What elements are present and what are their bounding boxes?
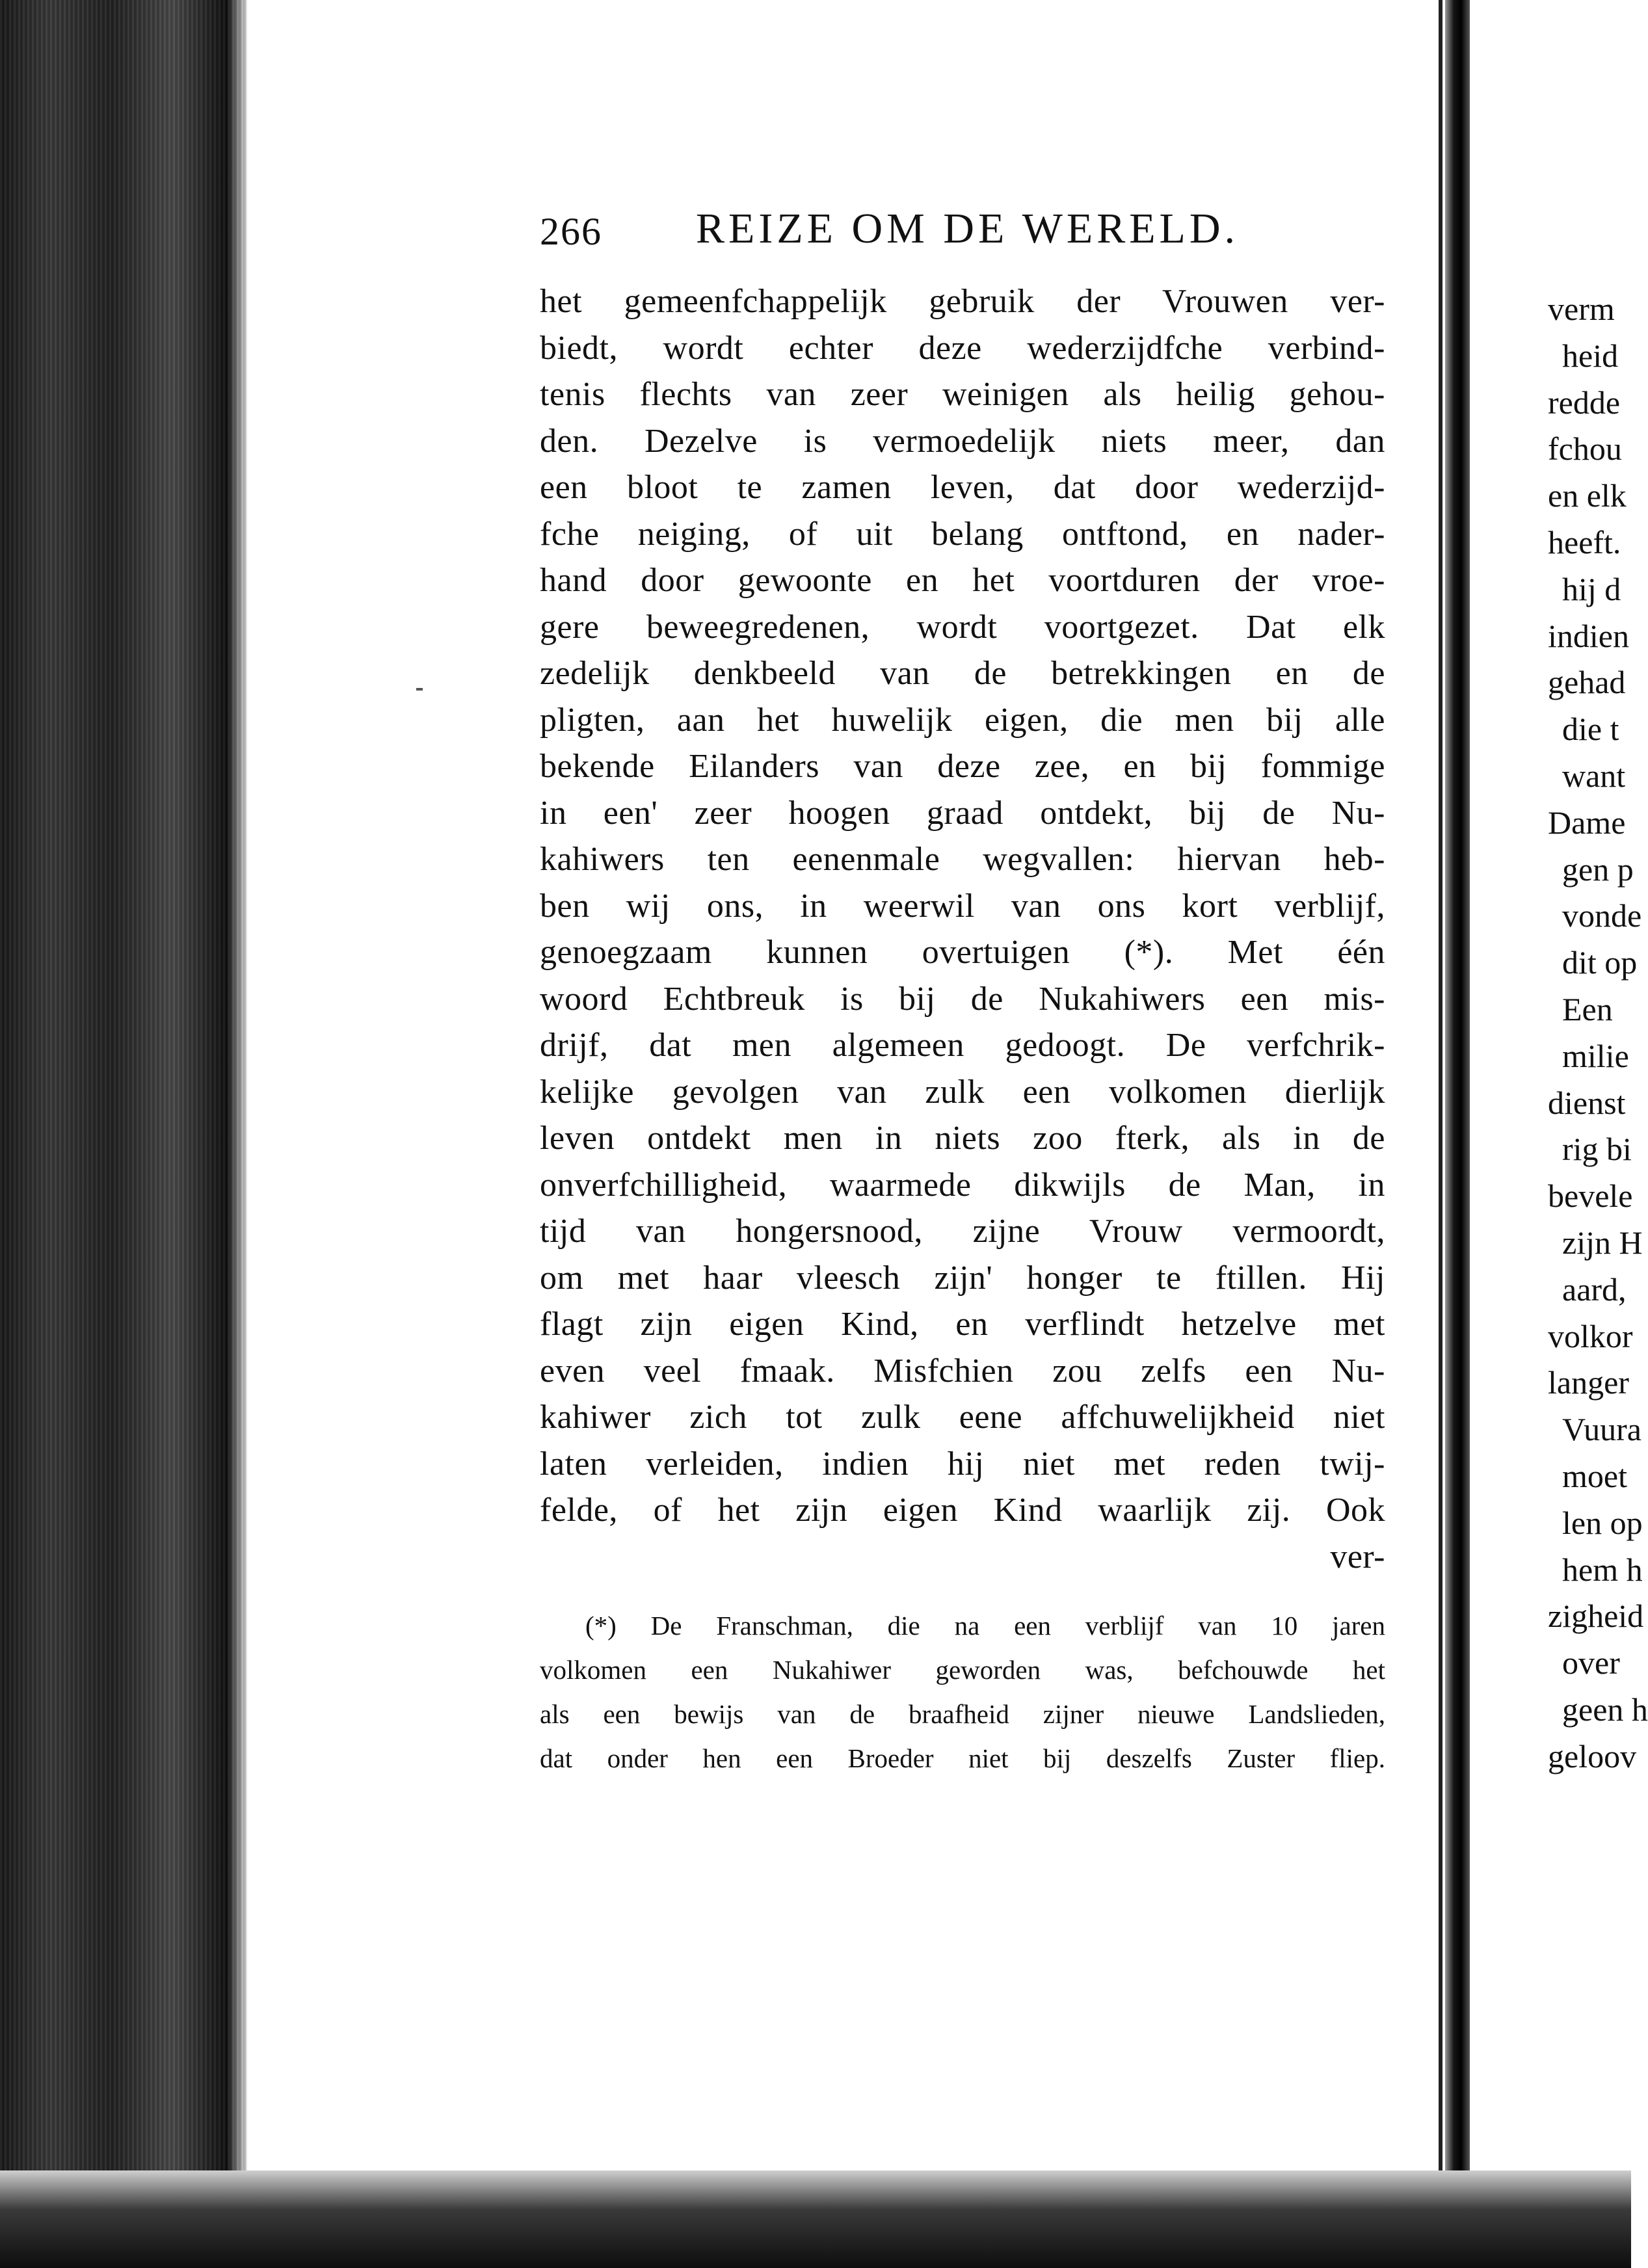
next-page-line: gen p — [1562, 850, 1634, 888]
next-page-line: want — [1562, 757, 1626, 794]
next-page-line: Vuura — [1562, 1411, 1641, 1448]
page-number: 266 — [540, 210, 602, 253]
next-page-line: en elk — [1548, 477, 1627, 514]
text-line: ben wij ons, in weerwil van ons kort verblijf, — [540, 887, 1385, 925]
next-page-line: fchou — [1548, 430, 1622, 468]
book-spine — [0, 0, 247, 2268]
next-page-line: over — [1562, 1644, 1620, 1681]
text-line: zedelijk denkbeeld van de betrekkingen en de — [540, 655, 1385, 692]
text-line: kahiwers ten eenenmale wegvallen: hiervan heb- — [540, 841, 1385, 878]
text-line: flagt zijn eigen Kind, en verflindt hetzelve met — [540, 1306, 1385, 1343]
next-page-line: dienst — [1548, 1084, 1626, 1121]
next-page-line: heeft. — [1548, 523, 1621, 560]
next-page-line: moet — [1562, 1457, 1627, 1494]
text-line: bekende Eilanders van deze zee, en bij fommige — [540, 748, 1385, 785]
book-page — [540, 195, 1385, 1780]
next-page-line: dit op — [1562, 944, 1638, 981]
margin-speck — [416, 688, 423, 691]
text-line: leven ontdekt men in niets zoo fterk, als in de — [540, 1120, 1385, 1157]
text-line: in een' zeer hoogen graad ontdekt, bij de Nu- — [540, 794, 1385, 832]
next-page-line: hem h — [1562, 1551, 1643, 1588]
next-page-line: milie — [1562, 1037, 1629, 1074]
text-line: woord Echtbreuk is bij de Nukahiwers een mis- — [540, 980, 1385, 1018]
next-page-line: vonde — [1562, 897, 1642, 934]
next-page-line: hij d — [1562, 570, 1621, 607]
text-line: laten verleiden, indien hij niet met reden twij- — [540, 1445, 1385, 1483]
next-page-line: indien — [1548, 617, 1629, 654]
footnote-line: als een bewijs van de braafheid zijner nieuwe Landslieden, — [540, 1699, 1385, 1729]
next-page-line: geloov — [1548, 1737, 1637, 1774]
next-page-fragment — [1548, 286, 1648, 1780]
next-page-line: aard, — [1562, 1271, 1627, 1308]
next-page-line: langer — [1548, 1364, 1629, 1401]
text-line: om met haar vleesch zijn' honger te ftillen. Hij — [540, 1259, 1385, 1297]
next-page-line: zigheid — [1548, 1598, 1644, 1635]
next-page-line: zijn H — [1562, 1224, 1643, 1261]
body-text — [540, 278, 1385, 1580]
next-page-line: die t — [1562, 711, 1619, 748]
text-line: onverfchilligheid, waarmede dikwijls de Man, in — [540, 1166, 1385, 1204]
next-page-line: Dame — [1548, 804, 1626, 841]
text-line: genoegzaam kunnen overtuigen (*). Met één — [540, 934, 1385, 971]
page-header — [540, 195, 1385, 267]
running-head: REIZE OM DE WERELD. — [696, 205, 1240, 252]
next-page-line: verm — [1548, 291, 1615, 327]
text-line: het gemeenfchappelijk gebruik der Vrouwen ver- — [540, 283, 1385, 320]
text-line: kahiwer zich tot zulk eene affchuwelijkheid niet — [540, 1399, 1385, 1436]
footnote-line: dat onder hen een Broeder niet bij deszelfs Zuster fliep. — [540, 1743, 1385, 1773]
catchword: ver- — [1330, 1538, 1385, 1576]
text-line: pligten, aan het huwelijk eigen, die men bij alle — [540, 701, 1385, 739]
next-page-line: Een — [1562, 990, 1613, 1027]
text-line: hand door gewoonte en het voortduren der vroe- — [540, 562, 1385, 599]
text-line: tijd van hongersnood, zijne Vrouw vermoordt, — [540, 1213, 1385, 1250]
text-line: tenis flechts van zeer weinigen als heilig gehou- — [540, 376, 1385, 413]
text-line: even veel fmaak. Misfchien zou zelfs een Nu- — [540, 1352, 1385, 1390]
text-line: felde, of het zijn eigen Kind waarlijk zij. Ook — [540, 1492, 1385, 1529]
text-line: fche neiging, of uit belang ontftond, en nader- — [540, 515, 1385, 553]
bottom-page-edge — [0, 2170, 1631, 2268]
next-page-line: rig bi — [1562, 1131, 1632, 1168]
text-line: drijf, dat men algemeen gedoogt. De verfchrik- — [540, 1027, 1385, 1064]
page-divider-line — [1439, 0, 1442, 2268]
footnote-line: (*) De Franschman, die na een verblijf van 10 jaren — [585, 1611, 1385, 1641]
text-line: kelijke gevolgen van zulk een volkomen dierlijk — [540, 1073, 1385, 1111]
next-page-line: redde — [1548, 384, 1621, 421]
text-line: den. Dezelve is vermoedelijk niets meer, dan — [540, 422, 1385, 460]
footnote-line: volkomen een Nukahiwer geworden was, befchouwde het — [540, 1655, 1385, 1685]
text-line: biedt, wordt echter deze wederzijdfche verbind- — [540, 329, 1385, 367]
next-page-line: volkor — [1548, 1317, 1633, 1354]
text-line: een bloot te zamen leven, dat door wederzijd- — [540, 469, 1385, 506]
next-page-line: bevele — [1548, 1178, 1633, 1215]
text-line: gere beweegredenen, wordt voortgezet. Dat elk — [540, 608, 1385, 646]
page-divider — [1445, 0, 1470, 2268]
next-page-line: gehad — [1548, 664, 1626, 701]
footnote — [540, 1603, 1385, 1780]
next-page-line: geen h — [1562, 1691, 1648, 1728]
next-page-line: len op — [1562, 1504, 1643, 1541]
next-page-line: heid — [1562, 337, 1619, 374]
